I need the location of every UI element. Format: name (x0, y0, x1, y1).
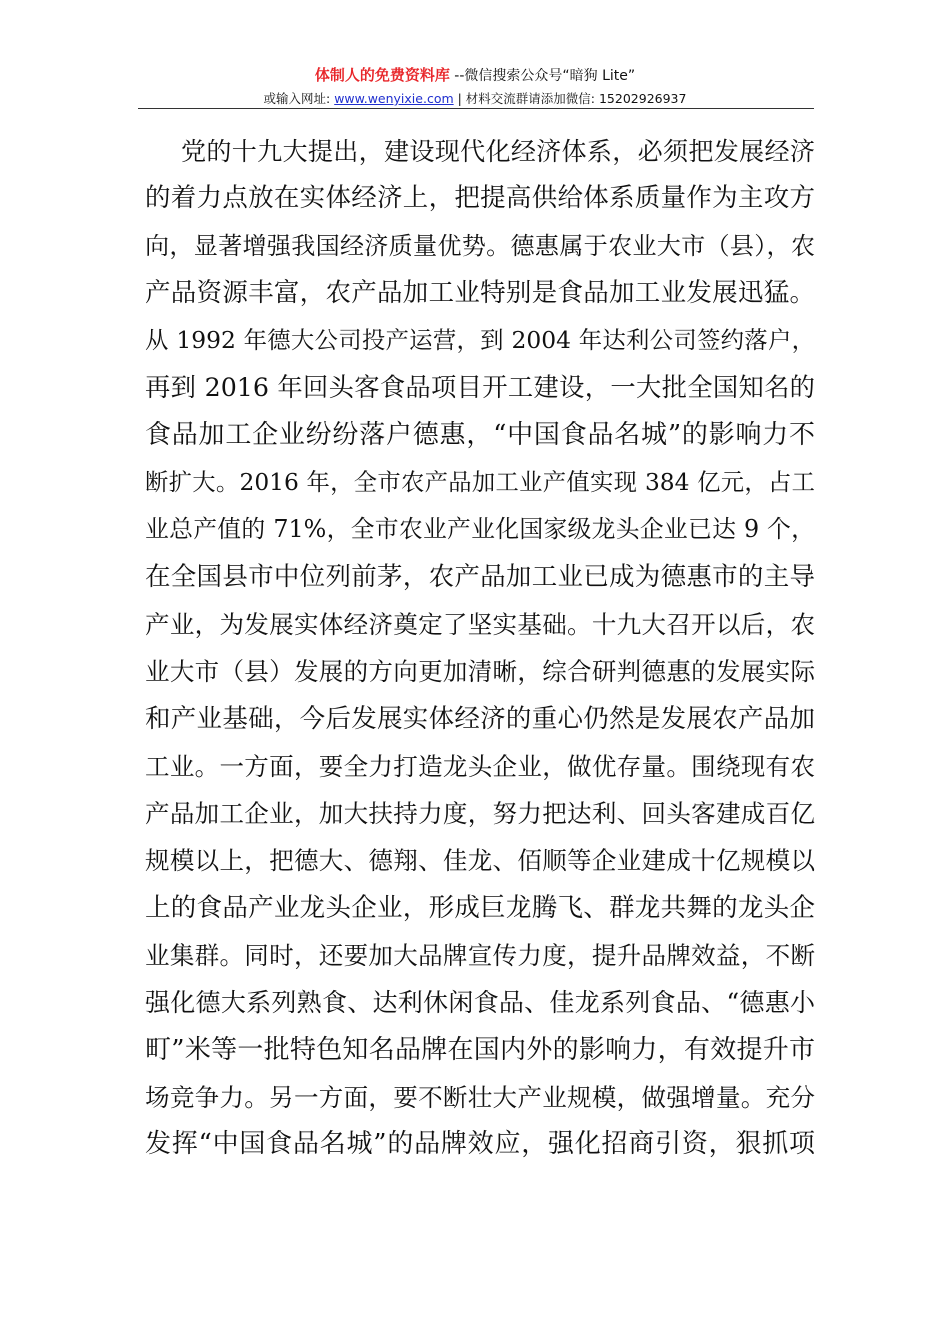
header-tagline: --微信搜索公众号“暗狗 Lite” (449, 68, 636, 84)
body-line: 在全国县市中位列前茅，农产品加工业已成为德惠市的主导 (145, 561, 815, 592)
body-line: 强化德大系列熟食、达利休闲食品、佳龙系列食品、“德惠小 (145, 988, 815, 1018)
document-body (145, 128, 815, 1169)
header-contact: | 材料交流群请添加微信: 15202926937 (453, 91, 687, 106)
body-line: 的着力点放在实体经济上，把提高供给体系质量作为主攻方 (145, 183, 815, 214)
body-line: 业集群。同时，还要加大品牌宣传力度，提升品牌效益，不断 (145, 941, 815, 971)
body-line: 和产业基础，今后发展实体经济的重心仍然是发展农产品加 (145, 703, 815, 734)
header-brand: 体制人的免费资料库 (314, 66, 450, 84)
body-line: 规模以上，把德大、德翔、佳龙、佰顺等企业建成十亿规模以 (145, 846, 815, 876)
body-line: 町”米等一批特色知名品牌在国内外的影响力，有效提升市 (145, 1034, 815, 1065)
header-url-prefix: 或输入网址: (263, 91, 335, 106)
body-line: 业总产值的 71%，全市农业产业化国家级龙头企业已达 9 个， (145, 515, 815, 544)
body-line: 产品资源丰富，农产品加工业特别是食品加工业发展迅猛。 (145, 277, 815, 308)
page-header (0, 66, 950, 107)
header-title-line (0, 66, 950, 85)
body-line: 业大市（县）发展的方向更加清晰，综合研判德惠的发展实际 (145, 657, 815, 687)
body-line: 场竞争力。另一方面，要不断壮大产业规模，做强增量。充分 (145, 1082, 815, 1112)
header-website-link[interactable]: www.wenyixie.com (334, 91, 454, 106)
body-line: 再到 2016 年回头客食品项目开工建设，一大批全国知名的 (145, 372, 815, 403)
body-line: 向，显著增强我国经济质量优势。德惠属于农业大市（县），农 (145, 231, 815, 260)
body-line: 从 1992 年德大公司投产运营，到 2004 年达利公司签约落户， (145, 326, 815, 355)
body-line: 上的食品产业龙头企业，形成巨龙腾飞、群龙共舞的龙头企 (145, 892, 815, 923)
body-line: 工业。一方面，要全力打造龙头企业，做优存量。围绕现有农 (145, 751, 815, 781)
body-line: 发挥“中国食品名城”的品牌效应，强化招商引资，狠抓项 (145, 1129, 815, 1160)
body-line: 党的十九大提出，建设现代化经济体系，必须把发展经济 (181, 137, 815, 166)
body-line: 断扩大。2016 年，全市农产品加工业产值实现 384 亿元，占工 (145, 468, 815, 497)
header-contact-line (0, 89, 950, 107)
header-divider (138, 108, 814, 109)
body-line: 产业，为发展实体经济奠定了坚实基础。十九大召开以后，农 (145, 609, 815, 639)
body-line: 产品加工企业，加大扶持力度，努力把达利、回头客建成百亿 (145, 799, 815, 829)
body-line: 食品加工企业纷纷落户德惠，“中国食品名城”的影响力不 (145, 419, 815, 450)
